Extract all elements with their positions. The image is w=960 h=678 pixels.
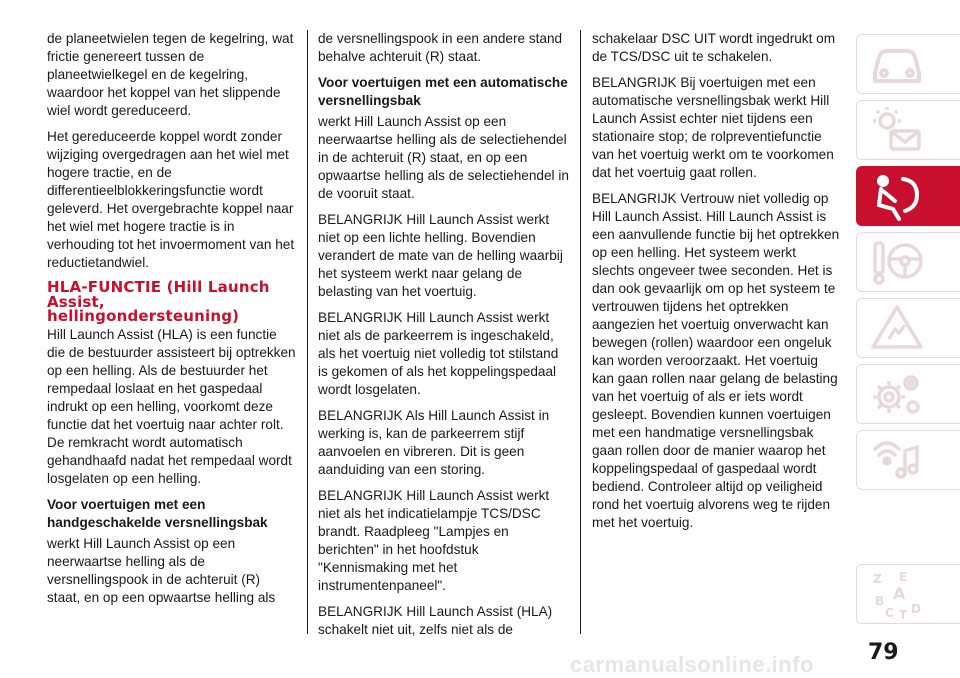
paragraph: BELANGRIJK Hill Launch Assist werkt niet op een lichte helling. Bovendien verandert de mate van de helling waarbij het systeem werkt naar gelang de belasting van het voertuig. bbox=[318, 212, 563, 299]
multimedia-icon bbox=[869, 435, 925, 485]
paragraph: BELANGRIJK Bij voertuigen met een automatische versnellingsbak werkt Hill Launch Assist echter niet tijdens een stationaire stop; de rolpreventiefunctie van het voertuig werkt om te voorkomen dat het voertuig gaat rollen. bbox=[592, 75, 834, 180]
alphabet-index-icon bbox=[869, 569, 925, 619]
index-letter: A bbox=[893, 584, 906, 603]
paragraph: de planeetwielen tegen de kegelring, wat frictie genereert tussen de planeetwielkegel en de kegelring, waardoor het koppel van het slippende wiel wordt gereduceerd. bbox=[47, 31, 294, 118]
paragraph: BELANGRIJK Hill Launch Assist werkt niet als de parkeerrem is ingeschakeld, als het voertuig niet volledig tot stilstand is gekomen of als het koppelingspedaal wordt losgelaten. bbox=[318, 310, 559, 397]
key-steering-wheel-icon bbox=[869, 237, 925, 287]
bold-lead: Voor voertuigen met een automatische versnellingsbak bbox=[318, 75, 568, 108]
tab-dashboard[interactable] bbox=[856, 34, 960, 94]
tab-maintenance[interactable] bbox=[856, 364, 960, 424]
warning-lights-icon bbox=[869, 105, 925, 155]
paragraph: BELANGRIJK Als Hill Launch Assist in werking is, kan de parkeerrem stijf aanvoelen en vibreren. Dit is geen aanduiding van een storing. bbox=[318, 408, 550, 477]
index-letter: E bbox=[899, 570, 908, 584]
tab-index[interactable] bbox=[856, 564, 960, 624]
text-column-1 bbox=[47, 30, 297, 615]
tab-starting-driving[interactable] bbox=[856, 232, 960, 292]
index-letter: D bbox=[911, 602, 921, 616]
section-heading: HLA-FUNCTIE (Hill Launch Assist, hellingondersteuning) bbox=[47, 278, 270, 325]
paragraph: Hill Launch Assist (HLA) is een functie die de bestuurder assisteert bij optrekken op een helling. Als de bestuurder het rempedaal loslaat en het gaspedaal indrukt op een helling, voorkomt deze functie dat het voertuig naar achter rolt. De remkracht wordt automatisch gehandhaafd nadat het rempedaal wordt losgelaten op een helling. bbox=[47, 326, 296, 486]
tab-safety[interactable] bbox=[856, 166, 960, 226]
index-letter: B bbox=[875, 594, 885, 608]
airbag-safety-icon bbox=[869, 171, 925, 221]
car-dashboard-icon bbox=[869, 39, 925, 89]
watermark: carmanualsonline.info bbox=[570, 652, 814, 677]
column-divider bbox=[580, 30, 581, 634]
paragraph: BELANGRIJK Hill Launch Assist (HLA) schakelt niet uit, zelfs niet als de bbox=[318, 604, 553, 637]
text-column-2 bbox=[318, 30, 570, 647]
paragraph: Het gereduceerde koppel wordt zonder wijziging overgedragen aan het wiel met hogere tractie, en de differentieelblokkeringsfunctie wordt geleverd. Het overgebrachte koppel naar het wiel met hogere tractie is in verhouding tot het invoermoment van het reductietandwiel. bbox=[47, 129, 295, 270]
paragraph: werkt Hill Launch Assist op een neerwaartse helling als de selectiehendel in de achteruit (R) staat, en op een opwaartse helling als de selectiehendel in de vooruit staat. bbox=[318, 114, 569, 201]
paragraph: BELANGRIJK Vertrouw niet volledig op Hill Launch Assist. Hill Launch Assist is een aanvullende functie bij het optrekken op een helling. Het systeem werkt slechts ongeveer twee seconden. Het is dan ook gevaarlijk om op het systeem te vertrouwen tijdens het optrekken aangezien het voertuig onverwacht kan bewegen (rollen) waardoor een ongeluk kan worden veroorzaakt. Het voertuig kan gaan rollen naar gelang de belasting van het voertuig of als er iets wordt gesleept. Bovendien kunnen voertuigen met een handmatige versnellingsbak gaan rollen door de manier waarop het koppelingspedaal of gaspedaal wordt bediend. Controleer altijd op veiligheid rond het voertuig alvorens weg te rijden met het voertuig. bbox=[592, 191, 840, 530]
page-number: 79 bbox=[868, 640, 899, 665]
text-column-3 bbox=[592, 30, 842, 540]
tab-warning-lights[interactable] bbox=[856, 100, 960, 160]
paragraph: werkt Hill Launch Assist op een neerwaartse helling als de versnellingspook in de achteruit (R) staat, en op een opwaartse helling als bbox=[47, 535, 276, 605]
warning-triangle-icon bbox=[869, 303, 925, 353]
paragraph-bold-lead bbox=[318, 74, 570, 110]
gears-maintenance-icon bbox=[869, 369, 925, 419]
paragraph: de versnellingspook in een andere stand behalve achteruit (R) staat. bbox=[318, 31, 563, 64]
index-letter: T bbox=[899, 608, 908, 619]
index-letter: C bbox=[885, 606, 894, 619]
tab-emergency[interactable] bbox=[856, 298, 960, 358]
tab-multimedia[interactable] bbox=[856, 430, 960, 490]
paragraph: schakelaar DSC UIT wordt ingedrukt om de TCS/DSC uit te schakelen. bbox=[592, 31, 836, 64]
bold-lead: Voor voertuigen met een handgeschakelde versnellingsbak bbox=[47, 496, 268, 530]
index-letter: Z bbox=[873, 572, 882, 586]
paragraph-bold-lead bbox=[47, 496, 297, 532]
column-divider bbox=[307, 30, 308, 634]
paragraph: BELANGRIJK Hill Launch Assist werkt niet als het indicatielampje TCS/DSC brandt. Raadpleeg "Lampjes en berichten" in het hoofdstuk "Kennismaking met het instrumentenpaneel". bbox=[318, 488, 550, 593]
